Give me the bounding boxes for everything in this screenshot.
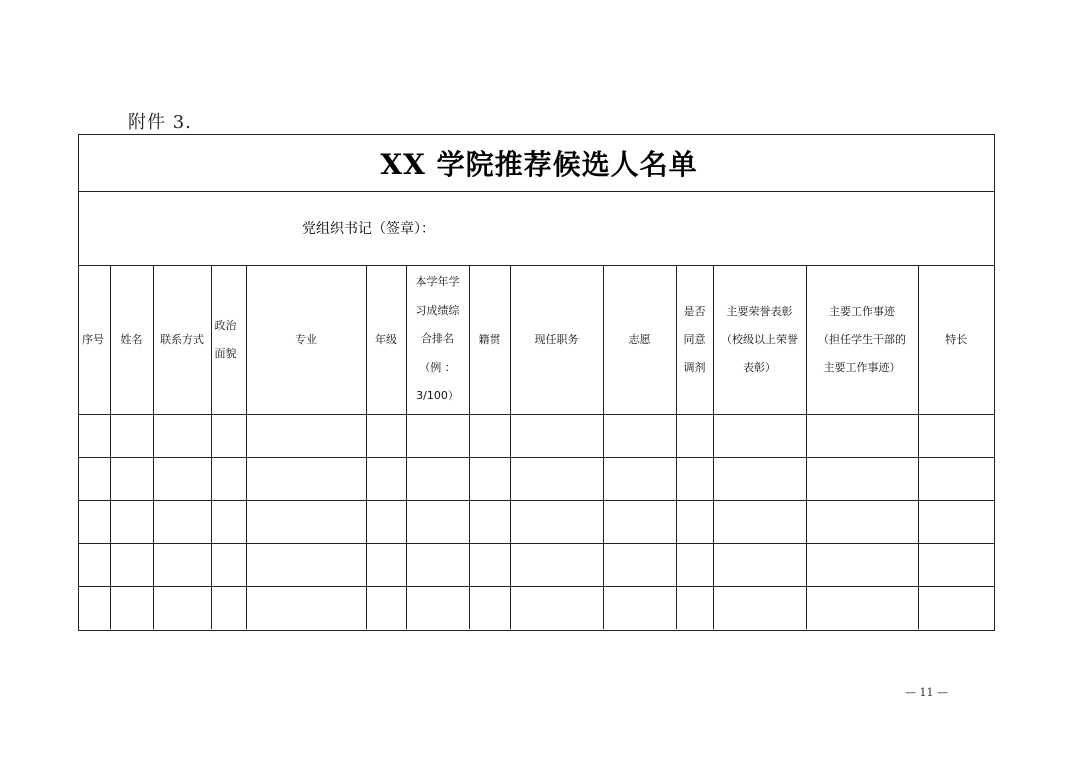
header-ranking-line: 本学年学 xyxy=(415,275,460,289)
table-cell[interactable] xyxy=(510,501,603,544)
table-cell[interactable] xyxy=(406,501,469,544)
header-honors-line: 主要荣誉表彰 xyxy=(726,304,793,318)
table-cell[interactable] xyxy=(153,587,211,630)
table-cell[interactable] xyxy=(713,415,806,458)
table-cell[interactable] xyxy=(366,415,406,458)
table-cell[interactable] xyxy=(676,415,713,458)
table-cell[interactable] xyxy=(79,501,110,544)
table-cell[interactable] xyxy=(246,544,366,587)
header-wish: 志愿 xyxy=(603,265,676,415)
table-cell[interactable] xyxy=(676,587,713,630)
table-cell[interactable] xyxy=(676,501,713,544)
table-cell[interactable] xyxy=(211,415,246,458)
attachment-label: 附件 3. xyxy=(128,112,192,133)
header-ranking-line: （例 ： xyxy=(419,360,456,374)
table-cell[interactable] xyxy=(406,587,469,630)
table-cell[interactable] xyxy=(676,544,713,587)
table-cell[interactable] xyxy=(469,544,510,587)
header-honors xyxy=(713,265,806,415)
table-cell[interactable] xyxy=(246,587,366,630)
table-cell[interactable] xyxy=(366,458,406,501)
header-seq: 序号 xyxy=(79,265,110,415)
table-cell[interactable] xyxy=(603,415,676,458)
table-cell[interactable] xyxy=(110,544,153,587)
header-work-line: 主要工作事迹） xyxy=(823,360,901,374)
table-cell[interactable] xyxy=(246,458,366,501)
table-cell[interactable] xyxy=(918,458,994,501)
table-cell[interactable] xyxy=(713,544,806,587)
title-row xyxy=(79,135,994,192)
table-cell[interactable] xyxy=(110,587,153,630)
signature-row xyxy=(79,191,994,266)
header-ranking xyxy=(406,265,469,415)
table-cell[interactable] xyxy=(153,415,211,458)
table-cell[interactable] xyxy=(79,587,110,630)
header-position: 现任职务 xyxy=(510,265,603,415)
table-cell[interactable] xyxy=(406,415,469,458)
table-cell[interactable] xyxy=(918,415,994,458)
table-cell[interactable] xyxy=(79,458,110,501)
table-cell[interactable] xyxy=(918,587,994,630)
header-row xyxy=(79,265,994,415)
table-cell[interactable] xyxy=(366,544,406,587)
table-cell[interactable] xyxy=(713,587,806,630)
table-cell[interactable] xyxy=(510,415,603,458)
table-cell[interactable] xyxy=(153,501,211,544)
table-cell[interactable] xyxy=(713,458,806,501)
table-cell[interactable] xyxy=(510,587,603,630)
header-contact: 联系方式 xyxy=(153,265,211,415)
table-row xyxy=(79,415,994,458)
header-ranking-line: 合排名 xyxy=(421,332,454,346)
table-cell[interactable] xyxy=(918,501,994,544)
table-cell[interactable] xyxy=(79,544,110,587)
candidate-table xyxy=(79,265,994,629)
header-major: 专业 xyxy=(246,265,366,415)
table-row xyxy=(79,501,994,544)
header-ranking-line: 习成绩综 xyxy=(415,303,460,317)
table-cell[interactable] xyxy=(806,415,918,458)
table-cell[interactable] xyxy=(110,458,153,501)
table-cell[interactable] xyxy=(713,501,806,544)
table-cell[interactable] xyxy=(406,458,469,501)
header-political-line: 面貌 xyxy=(214,346,237,360)
header-work-line: 主要工作事迹 xyxy=(829,304,895,318)
table-cell[interactable] xyxy=(806,458,918,501)
table-cell[interactable] xyxy=(469,501,510,544)
table-cell[interactable] xyxy=(510,458,603,501)
header-grade: 年级 xyxy=(366,265,406,415)
table-cell[interactable] xyxy=(510,544,603,587)
candidate-form xyxy=(78,134,995,631)
table-row xyxy=(79,587,994,630)
header-name: 姓名 xyxy=(110,265,153,415)
header-native: 籍贯 xyxy=(469,265,510,415)
header-adjust-line: 是否 xyxy=(683,304,706,318)
table-cell[interactable] xyxy=(406,544,469,587)
table-cell[interactable] xyxy=(153,544,211,587)
header-adjust xyxy=(676,265,713,415)
table-cell[interactable] xyxy=(246,415,366,458)
header-specialty: 特长 xyxy=(918,265,994,415)
form-title: XX 学院推荐候选人名单 xyxy=(380,148,698,181)
table-cell[interactable] xyxy=(603,458,676,501)
signature-label: 党组织书记（签章）： xyxy=(302,221,435,237)
header-work xyxy=(806,265,918,415)
table-cell[interactable] xyxy=(211,544,246,587)
header-ranking-line: 3/100） xyxy=(416,389,459,403)
header-adjust-line: 同意 xyxy=(683,332,706,346)
table-cell[interactable] xyxy=(469,458,510,501)
table-cell[interactable] xyxy=(806,544,918,587)
table-cell[interactable] xyxy=(110,415,153,458)
table-cell[interactable] xyxy=(79,415,110,458)
header-honors-line: （校级以上荣誉 xyxy=(721,332,798,346)
header-work-line: （担任学生干部的 xyxy=(818,332,906,346)
table-cell[interactable] xyxy=(366,501,406,544)
table-cell[interactable] xyxy=(603,587,676,630)
table-cell[interactable] xyxy=(918,544,994,587)
table-row xyxy=(79,544,994,587)
table-cell[interactable] xyxy=(806,587,918,630)
table-cell[interactable] xyxy=(469,415,510,458)
table-cell[interactable] xyxy=(211,501,246,544)
table-cell[interactable] xyxy=(469,587,510,630)
header-honors-line: 表彰） xyxy=(743,360,776,374)
header-political xyxy=(211,265,246,415)
table-cell[interactable] xyxy=(603,544,676,587)
header-political-line: 政治 xyxy=(214,318,237,332)
table-cell[interactable] xyxy=(603,501,676,544)
table-cell[interactable] xyxy=(153,458,211,501)
table-cell[interactable] xyxy=(246,501,366,544)
table-cell[interactable] xyxy=(110,501,153,544)
table-cell[interactable] xyxy=(211,458,246,501)
table-cell[interactable] xyxy=(366,587,406,630)
header-adjust-line: 调剂 xyxy=(683,360,706,374)
table-cell[interactable] xyxy=(806,501,918,544)
table-cell[interactable] xyxy=(676,458,713,501)
table-cell[interactable] xyxy=(211,587,246,630)
page-number: — 11 — xyxy=(905,686,948,699)
table-row xyxy=(79,458,994,501)
